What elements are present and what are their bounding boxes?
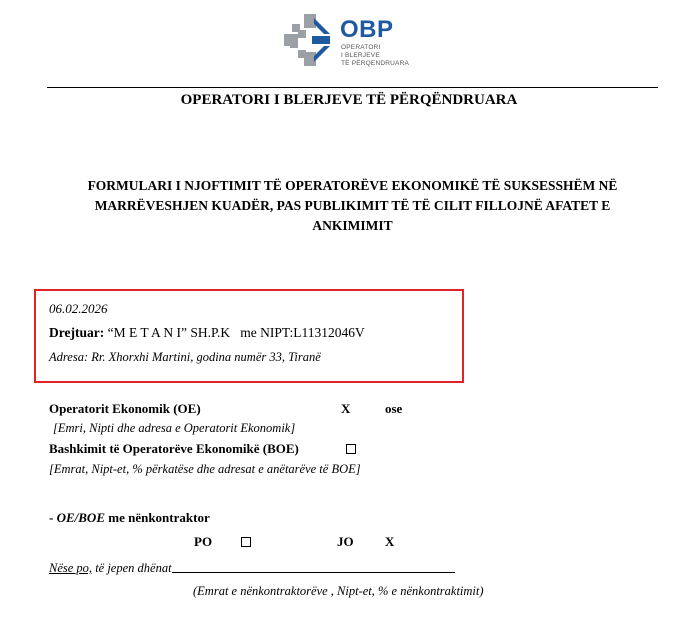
director-label: Drejtuar: [49, 325, 105, 340]
oe-selected-mark: X [341, 401, 351, 416]
boe-label: Bashkimit të Operatorëve Ekonomikë (BOE) [49, 441, 299, 456]
if-yes-rest: të jepen dhënat [92, 561, 172, 575]
form-title: FORMULARI I NJOFTIMIT TË OPERATORËVE EKONOMIKË TË SUKSESSHËM NË MARRËVESHJEN KUADËR, PAS PUBLIKIMIT TË TË CILIT FILLOJNË AFATET E ANKIMIMIT [87, 178, 618, 233]
oe-hint: [Emri, Nipti dhe adresa e Operatorit Ekonomik] [53, 421, 296, 435]
director-value: “M E T A N I” SH.P.K me NIPT:L11312046V [104, 325, 365, 340]
subcontractor-hint: (Emrat e nënkontraktorëve , Nipt-et, % e nënkontraktimit) [193, 584, 484, 598]
boe-hint: [Emrat, Nipt-et, % përkatëse dhe adresat e anëtarëve të BOE] [49, 462, 361, 476]
recipient-address: Adresa: Rr. Xhorxhi Martini, godina numër 33, Tiranë [49, 350, 321, 364]
obp-logo [284, 14, 424, 68]
obp-logo-mark-icon [284, 14, 336, 66]
subcontractor-prefix: - [49, 510, 57, 525]
organization-title: OPERATORI I BLERJEVE TË PËRQËNDRUARA [180, 92, 518, 108]
yes-checkbox[interactable] [241, 537, 251, 547]
no-selected-mark: X [385, 534, 395, 549]
if-yes-underlined: Nëse po, [49, 561, 93, 575]
logo-subtitle-line-1: OPERATORI [341, 44, 381, 51]
logo-subtitle-line-2: I BLERJEVE [341, 52, 380, 59]
logo-name: OBP [340, 16, 394, 43]
no-label: JO [337, 534, 354, 549]
subcontractor-label-italic: OE/BOE [56, 510, 105, 525]
director-line [49, 325, 365, 341]
or-text: ose [385, 401, 403, 416]
boe-checkbox[interactable] [346, 444, 356, 454]
subcontractor-label [49, 510, 210, 526]
header-divider [47, 87, 658, 88]
notice-date: 06.02.2026 [49, 301, 108, 316]
logo-subtitle-line-3: TË PËRQENDRUARA [341, 60, 410, 67]
subcontractor-details-field[interactable] [172, 560, 455, 573]
subcontractor-label-rest: me nënkontraktor [105, 510, 210, 525]
if-yes-line [49, 560, 455, 576]
yes-label: PO [194, 534, 213, 549]
oe-label: Operatorit Ekonomik (OE) [49, 401, 201, 416]
